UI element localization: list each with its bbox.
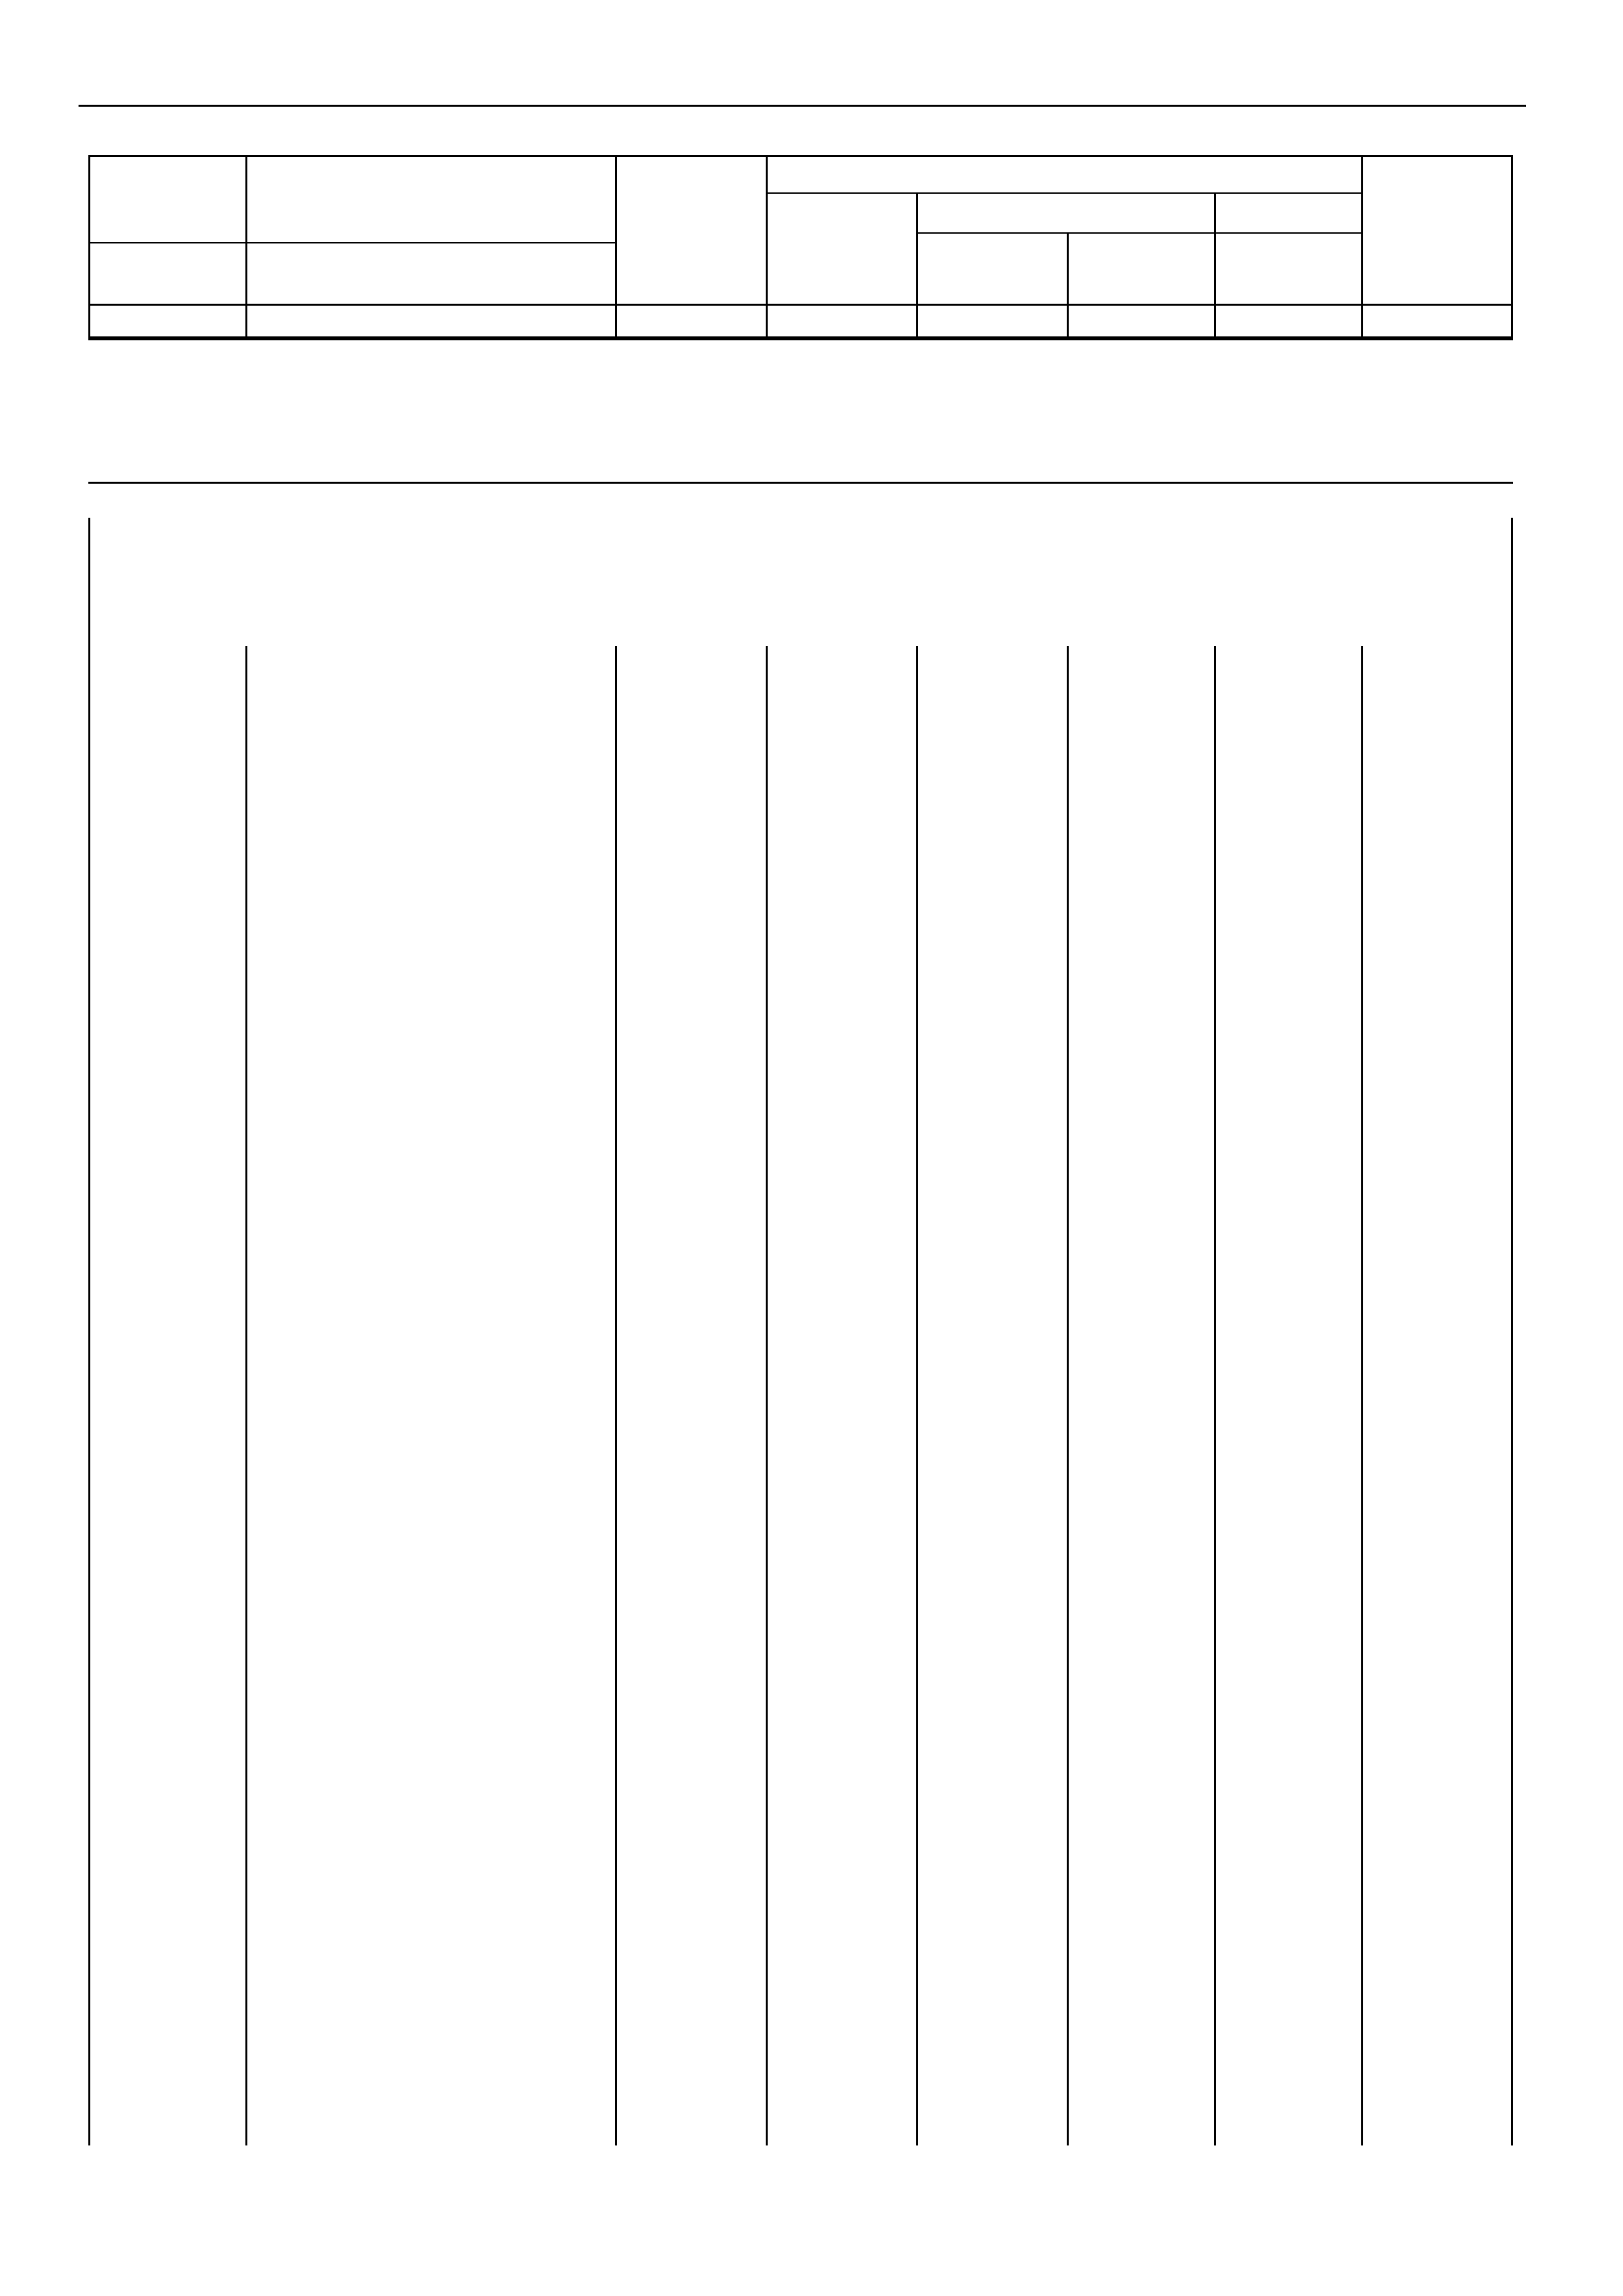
table-border-right [1511, 338, 1513, 2145]
group-row [88, 482, 1513, 518]
table-border-left [88, 338, 90, 2145]
column-rule [1214, 646, 1216, 2145]
header-rule [79, 105, 1526, 107]
col-number [247, 306, 615, 336]
col-header-materials [1217, 194, 1361, 231]
col-header-including [769, 158, 1361, 191]
col-header-direct-costs [618, 234, 766, 302]
col-number [88, 306, 245, 336]
col-header-machines [919, 194, 1214, 231]
col-header-operators-pay [1070, 234, 1214, 302]
col-number [617, 306, 766, 336]
col-header-work-name [252, 194, 612, 240]
col-number [1216, 306, 1361, 336]
column-rule [245, 646, 247, 2145]
col-number [1069, 306, 1214, 336]
column-rule [1067, 646, 1069, 2145]
col-header-labor-cost [1364, 194, 1512, 302]
table-title-block [88, 338, 1513, 482]
col-header-machines-total [919, 234, 1067, 302]
col-number [768, 306, 916, 336]
col-header-material-usage [1217, 234, 1361, 302]
col-header-material-name [252, 247, 612, 302]
column-rule [766, 646, 768, 2145]
col-number [1363, 306, 1511, 336]
col-number [918, 306, 1067, 336]
column-rule [1361, 646, 1363, 2145]
table-body [88, 338, 1513, 518]
table-column-header [88, 155, 1513, 338]
column-rule [615, 646, 617, 2145]
col-header-material-codes [92, 247, 245, 302]
column-rule [916, 646, 918, 2145]
col-header-workers-pay [769, 234, 916, 302]
col-header-rate-numbers [92, 194, 245, 240]
